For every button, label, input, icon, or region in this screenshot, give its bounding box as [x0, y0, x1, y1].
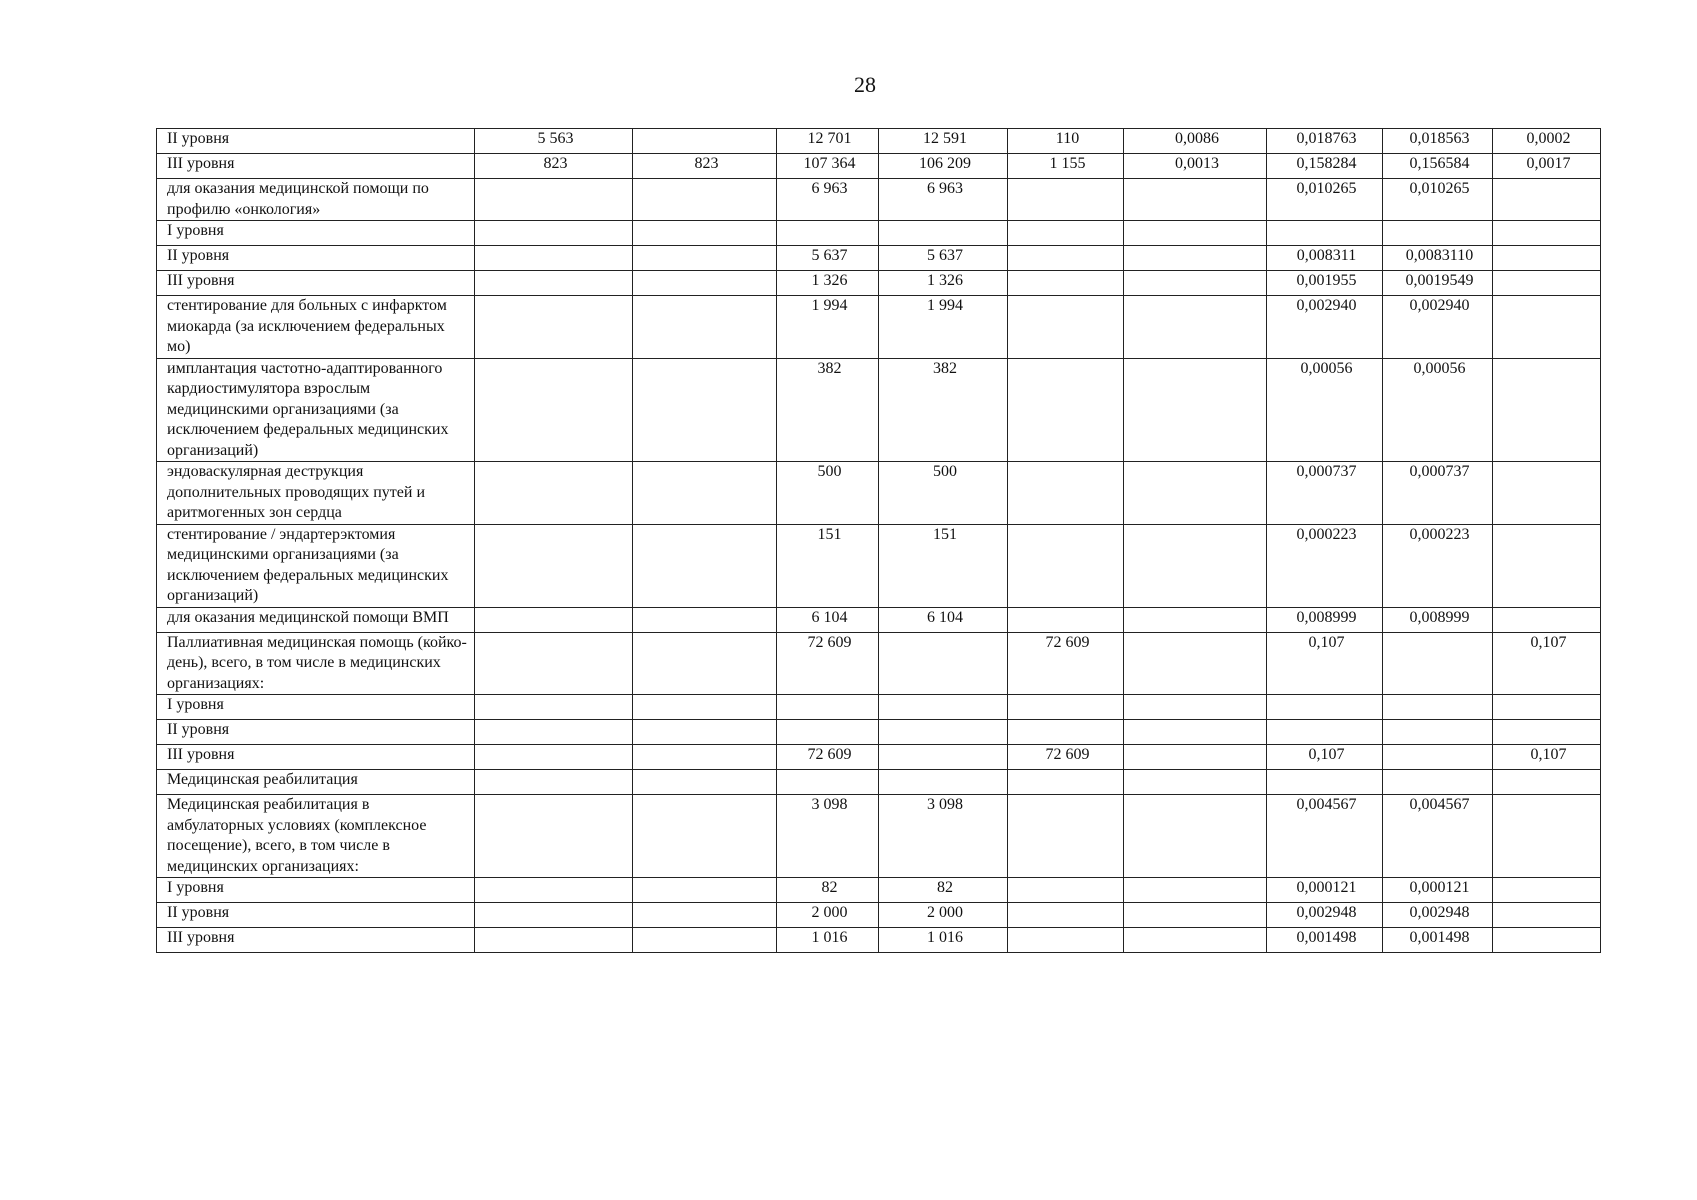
- row-label-cell: I уровня: [157, 221, 475, 246]
- value-cell-c9: [1493, 358, 1601, 462]
- value-cell-c2: [633, 878, 777, 903]
- table-row: [157, 246, 1601, 271]
- value-cell-c9: [1493, 607, 1601, 632]
- value-cell-c3: 1 994: [777, 296, 879, 359]
- table-row: [157, 129, 1601, 154]
- table-row: [157, 179, 1601, 221]
- value-cell-c2: 823: [633, 154, 777, 179]
- value-cell-c1: [475, 358, 633, 462]
- value-cell-c7: 0,008311: [1267, 246, 1383, 271]
- table-row: [157, 720, 1601, 745]
- value-cell-c4: 151: [879, 524, 1008, 607]
- value-cell-c7: 0,010265: [1267, 179, 1383, 221]
- value-cell-c2: [633, 795, 777, 878]
- value-cell-c3: 3 098: [777, 795, 879, 878]
- data-table: [156, 128, 1601, 953]
- value-cell-c5: [1008, 720, 1124, 745]
- value-cell-c6: [1124, 795, 1267, 878]
- value-cell-c7: 0,107: [1267, 632, 1383, 695]
- value-cell-c4: [879, 720, 1008, 745]
- value-cell-c4: 1 994: [879, 296, 1008, 359]
- row-label-cell: I уровня: [157, 695, 475, 720]
- value-cell-c8: 0,00056: [1383, 358, 1493, 462]
- value-cell-c6: [1124, 928, 1267, 953]
- value-cell-c3: 107 364: [777, 154, 879, 179]
- value-cell-c5: [1008, 271, 1124, 296]
- value-cell-c7: [1267, 221, 1383, 246]
- value-cell-c7: [1267, 770, 1383, 795]
- row-label-cell: III уровня: [157, 154, 475, 179]
- value-cell-c8: 0,0019549: [1383, 271, 1493, 296]
- value-cell-c6: [1124, 221, 1267, 246]
- value-cell-c4: [879, 632, 1008, 695]
- value-cell-c8: 0,0083110: [1383, 246, 1493, 271]
- value-cell-c6: [1124, 770, 1267, 795]
- value-cell-c2: [633, 462, 777, 525]
- value-cell-c8: 0,008999: [1383, 607, 1493, 632]
- value-cell-c2: [633, 607, 777, 632]
- table-row: [157, 795, 1601, 878]
- value-cell-c5: 110: [1008, 129, 1124, 154]
- row-label-cell: стентирование / эндартерэктомия медицинскими организациями (за исключением федеральных медицинских организаций): [157, 524, 475, 607]
- value-cell-c1: [475, 296, 633, 359]
- row-label-cell: Медицинская реабилитация: [157, 770, 475, 795]
- value-cell-c5: [1008, 903, 1124, 928]
- value-cell-c7: 0,001955: [1267, 271, 1383, 296]
- value-cell-c4: 6 104: [879, 607, 1008, 632]
- value-cell-c8: 0,156584: [1383, 154, 1493, 179]
- value-cell-c2: [633, 695, 777, 720]
- value-cell-c8: 0,000223: [1383, 524, 1493, 607]
- row-label-cell: II уровня: [157, 720, 475, 745]
- value-cell-c1: [475, 903, 633, 928]
- page-number: 28: [854, 72, 876, 97]
- value-cell-c9: 0,0002: [1493, 129, 1601, 154]
- value-cell-c5: [1008, 770, 1124, 795]
- value-cell-c8: [1383, 695, 1493, 720]
- value-cell-c7: 0,001498: [1267, 928, 1383, 953]
- value-cell-c6: [1124, 878, 1267, 903]
- value-cell-c7: 0,002940: [1267, 296, 1383, 359]
- value-cell-c9: [1493, 462, 1601, 525]
- table-row: [157, 154, 1601, 179]
- value-cell-c2: [633, 358, 777, 462]
- value-cell-c4: 2 000: [879, 903, 1008, 928]
- row-label-cell: для оказания медицинской помощи ВМП: [157, 607, 475, 632]
- value-cell-c3: 5 637: [777, 246, 879, 271]
- table-row: [157, 770, 1601, 795]
- value-cell-c6: [1124, 720, 1267, 745]
- value-cell-c3: 382: [777, 358, 879, 462]
- table-row: [157, 632, 1601, 695]
- value-cell-c7: 0,107: [1267, 745, 1383, 770]
- value-cell-c7: 0,008999: [1267, 607, 1383, 632]
- value-cell-c9: [1493, 928, 1601, 953]
- value-cell-c2: [633, 221, 777, 246]
- value-cell-c6: 0,0013: [1124, 154, 1267, 179]
- value-cell-c6: [1124, 296, 1267, 359]
- value-cell-c9: 0,0017: [1493, 154, 1601, 179]
- value-cell-c7: 0,000737: [1267, 462, 1383, 525]
- value-cell-c8: 0,000737: [1383, 462, 1493, 525]
- table-row: [157, 296, 1601, 359]
- value-cell-c3: 1 016: [777, 928, 879, 953]
- value-cell-c5: 1 155: [1008, 154, 1124, 179]
- value-cell-c2: [633, 720, 777, 745]
- table-row: [157, 524, 1601, 607]
- value-cell-c2: [633, 745, 777, 770]
- value-cell-c9: [1493, 179, 1601, 221]
- value-cell-c8: 0,002948: [1383, 903, 1493, 928]
- value-cell-c4: 3 098: [879, 795, 1008, 878]
- value-cell-c3: 6 104: [777, 607, 879, 632]
- value-cell-c6: [1124, 745, 1267, 770]
- value-cell-c2: [633, 179, 777, 221]
- value-cell-c5: [1008, 524, 1124, 607]
- value-cell-c3: [777, 695, 879, 720]
- value-cell-c3: 82: [777, 878, 879, 903]
- value-cell-c9: [1493, 770, 1601, 795]
- value-cell-c7: 0,004567: [1267, 795, 1383, 878]
- value-cell-c4: [879, 221, 1008, 246]
- value-cell-c4: 1 016: [879, 928, 1008, 953]
- value-cell-c9: [1493, 720, 1601, 745]
- row-label-cell: стентирование для больных с инфарктом миокарда (за исключением федеральных мо): [157, 296, 475, 359]
- value-cell-c1: [475, 695, 633, 720]
- value-cell-c3: [777, 770, 879, 795]
- value-cell-c2: [633, 770, 777, 795]
- row-label-cell: III уровня: [157, 745, 475, 770]
- value-cell-c2: [633, 271, 777, 296]
- value-cell-c1: [475, 928, 633, 953]
- row-label-cell: Медицинская реабилитация в амбулаторных условиях (комплексное посещение), всего, в том числе в медицинских организациях:: [157, 795, 475, 878]
- value-cell-c3: 72 609: [777, 632, 879, 695]
- value-cell-c9: [1493, 903, 1601, 928]
- value-cell-c4: [879, 695, 1008, 720]
- value-cell-c6: [1124, 903, 1267, 928]
- value-cell-c9: [1493, 271, 1601, 296]
- value-cell-c5: [1008, 607, 1124, 632]
- value-cell-c5: [1008, 221, 1124, 246]
- value-cell-c4: 5 637: [879, 246, 1008, 271]
- row-label-cell: имплантация частотно-адаптированного кардиостимулятора взрослым медицинскими организациями (за исключением федеральных медицинских организаций): [157, 358, 475, 462]
- value-cell-c6: [1124, 632, 1267, 695]
- value-cell-c3: [777, 221, 879, 246]
- value-cell-c7: 0,018763: [1267, 129, 1383, 154]
- value-cell-c4: [879, 770, 1008, 795]
- table-row: [157, 271, 1601, 296]
- row-label-cell: II уровня: [157, 903, 475, 928]
- value-cell-c2: [633, 928, 777, 953]
- value-cell-c8: [1383, 770, 1493, 795]
- value-cell-c6: [1124, 524, 1267, 607]
- value-cell-c1: 823: [475, 154, 633, 179]
- value-cell-c7: 0,000223: [1267, 524, 1383, 607]
- value-cell-c1: [475, 271, 633, 296]
- value-cell-c4: 6 963: [879, 179, 1008, 221]
- table-row: [157, 928, 1601, 953]
- value-cell-c8: 0,000121: [1383, 878, 1493, 903]
- value-cell-c1: 5 563: [475, 129, 633, 154]
- value-cell-c1: [475, 878, 633, 903]
- value-cell-c5: [1008, 246, 1124, 271]
- value-cell-c9: [1493, 695, 1601, 720]
- row-label-cell: для оказания медицинской помощи по профилю «онкология»: [157, 179, 475, 221]
- value-cell-c6: [1124, 246, 1267, 271]
- row-label-cell: эндоваскулярная деструкция дополнительных проводящих путей и аритмогенных зон сердца: [157, 462, 475, 525]
- value-cell-c9: 0,107: [1493, 745, 1601, 770]
- value-cell-c8: 0,018563: [1383, 129, 1493, 154]
- value-cell-c6: [1124, 607, 1267, 632]
- value-cell-c8: 0,004567: [1383, 795, 1493, 878]
- value-cell-c3: 6 963: [777, 179, 879, 221]
- row-label-cell: III уровня: [157, 271, 475, 296]
- value-cell-c3: 2 000: [777, 903, 879, 928]
- value-cell-c5: [1008, 695, 1124, 720]
- table-row: [157, 745, 1601, 770]
- value-cell-c3: 12 701: [777, 129, 879, 154]
- value-cell-c9: [1493, 221, 1601, 246]
- value-cell-c8: [1383, 632, 1493, 695]
- table-row: [157, 358, 1601, 462]
- value-cell-c2: [633, 632, 777, 695]
- value-cell-c3: 151: [777, 524, 879, 607]
- value-cell-c7: 0,158284: [1267, 154, 1383, 179]
- value-cell-c1: [475, 770, 633, 795]
- value-cell-c5: [1008, 296, 1124, 359]
- value-cell-c6: [1124, 271, 1267, 296]
- value-cell-c7: 0,00056: [1267, 358, 1383, 462]
- row-label-cell: III уровня: [157, 928, 475, 953]
- value-cell-c1: [475, 795, 633, 878]
- value-cell-c2: [633, 129, 777, 154]
- value-cell-c1: [475, 524, 633, 607]
- value-cell-c9: [1493, 296, 1601, 359]
- value-cell-c5: [1008, 878, 1124, 903]
- value-cell-c5: [1008, 795, 1124, 878]
- value-cell-c4: 82: [879, 878, 1008, 903]
- value-cell-c1: [475, 246, 633, 271]
- row-label-cell: Паллиативная медицинская помощь (койко-день), всего, в том числе в медицинских организациях:: [157, 632, 475, 695]
- row-label-cell: II уровня: [157, 129, 475, 154]
- table-body: [157, 129, 1601, 953]
- value-cell-c1: [475, 632, 633, 695]
- value-cell-c9: 0,107: [1493, 632, 1601, 695]
- value-cell-c5: [1008, 358, 1124, 462]
- value-cell-c4: 500: [879, 462, 1008, 525]
- value-cell-c8: 0,010265: [1383, 179, 1493, 221]
- value-cell-c1: [475, 607, 633, 632]
- table-row: [157, 462, 1601, 525]
- value-cell-c3: 72 609: [777, 745, 879, 770]
- value-cell-c9: [1493, 878, 1601, 903]
- value-cell-c6: 0,0086: [1124, 129, 1267, 154]
- value-cell-c8: [1383, 745, 1493, 770]
- table-row: [157, 695, 1601, 720]
- table-row: [157, 903, 1601, 928]
- value-cell-c1: [475, 179, 633, 221]
- value-cell-c5: 72 609: [1008, 745, 1124, 770]
- value-cell-c1: [475, 745, 633, 770]
- value-cell-c6: [1124, 358, 1267, 462]
- value-cell-c7: 0,000121: [1267, 878, 1383, 903]
- value-cell-c2: [633, 524, 777, 607]
- value-cell-c4: 106 209: [879, 154, 1008, 179]
- value-cell-c4: 1 326: [879, 271, 1008, 296]
- value-cell-c3: 1 326: [777, 271, 879, 296]
- value-cell-c1: [475, 720, 633, 745]
- value-cell-c4: 382: [879, 358, 1008, 462]
- value-cell-c5: [1008, 462, 1124, 525]
- value-cell-c9: [1493, 246, 1601, 271]
- value-cell-c8: 0,001498: [1383, 928, 1493, 953]
- value-cell-c5: [1008, 928, 1124, 953]
- value-cell-c3: [777, 720, 879, 745]
- value-cell-c2: [633, 903, 777, 928]
- value-cell-c7: [1267, 695, 1383, 720]
- table-row: [157, 607, 1601, 632]
- value-cell-c9: [1493, 524, 1601, 607]
- value-cell-c8: [1383, 720, 1493, 745]
- value-cell-c2: [633, 296, 777, 359]
- value-cell-c8: 0,002940: [1383, 296, 1493, 359]
- value-cell-c4: 12 591: [879, 129, 1008, 154]
- value-cell-c1: [475, 462, 633, 525]
- row-label-cell: II уровня: [157, 246, 475, 271]
- value-cell-c5: [1008, 179, 1124, 221]
- table-row: [157, 221, 1601, 246]
- table-row: [157, 878, 1601, 903]
- value-cell-c8: [1383, 221, 1493, 246]
- value-cell-c4: [879, 745, 1008, 770]
- value-cell-c6: [1124, 462, 1267, 525]
- value-cell-c9: [1493, 795, 1601, 878]
- value-cell-c5: 72 609: [1008, 632, 1124, 695]
- row-label-cell: I уровня: [157, 878, 475, 903]
- value-cell-c7: [1267, 720, 1383, 745]
- value-cell-c6: [1124, 179, 1267, 221]
- value-cell-c1: [475, 221, 633, 246]
- value-cell-c6: [1124, 695, 1267, 720]
- value-cell-c2: [633, 246, 777, 271]
- value-cell-c3: 500: [777, 462, 879, 525]
- value-cell-c7: 0,002948: [1267, 903, 1383, 928]
